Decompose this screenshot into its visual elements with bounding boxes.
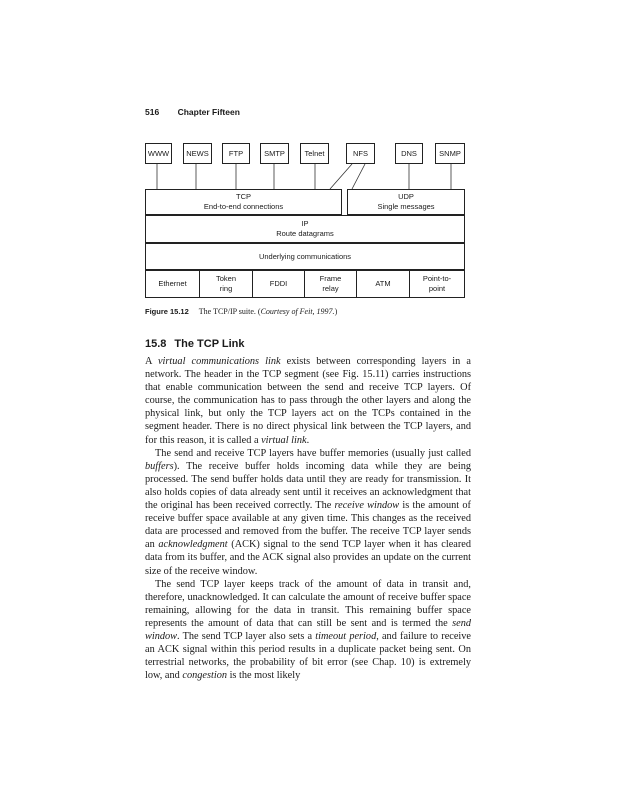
text-run: , and failure to receive an ACK signal within this period results in a duplicate packet being sent. On terrestrial networks, the probability of bit error (see Chap. 10) is extremely low, and	[145, 630, 471, 682]
link-box-fddi: FDDI	[252, 270, 305, 298]
section-heading	[145, 338, 245, 350]
app-box-smtp: SMTP	[260, 143, 289, 164]
caption-text: The TCP/IP suite. (	[198, 307, 261, 316]
page-number: 516	[145, 107, 160, 117]
emphasized-term: congestion	[182, 670, 227, 682]
link-box-ethernet: Ethernet	[145, 270, 200, 298]
link-box-point-to-point: Point-to- point	[409, 270, 465, 298]
section-title: The TCP Link	[174, 338, 245, 350]
text-run: is the most likely	[227, 670, 301, 682]
emphasized-term: acknowledgment	[158, 539, 228, 551]
text-run: The send and receive TCP layers have buffer memories (usually just called	[155, 447, 471, 459]
underlying-communications-box: Underlying communications	[145, 243, 465, 270]
body-text	[145, 355, 471, 682]
app-box-telnet: Telnet	[300, 143, 329, 164]
text-run: .	[306, 434, 310, 446]
app-box-nfs: NFS	[346, 143, 375, 164]
text-run: . The send TCP layer also sets a	[177, 630, 316, 642]
paragraph	[145, 447, 471, 578]
app-box-www: WWW	[145, 143, 172, 164]
chapter-title: Chapter Fifteen	[177, 107, 240, 117]
emphasized-term: receive window	[334, 500, 400, 512]
text-run: ). The receive buffer holds incoming data while they are being processed. The send buffer holds data until they are ready for transmission. It also holds copies of data already sent until it receives an acknowledgment that the original has been received correctly. The	[145, 460, 471, 512]
emphasized-term: virtual link	[261, 434, 307, 446]
paragraph	[145, 355, 471, 447]
tcp-layer-box	[145, 189, 342, 215]
udp-title: UDP	[398, 192, 414, 201]
emphasized-term: send window	[145, 617, 471, 642]
section-number: 15.8	[145, 338, 167, 350]
caption-credit: Courtesy of Feit, 1997.	[260, 307, 335, 316]
text-run: is the amount of receive buffer space available at any given time. This changes as the received data are processed and removed from the buffer. The receive TCP layer sends an	[145, 500, 471, 551]
emphasized-term: buffers	[145, 460, 174, 472]
udp-layer-box	[347, 189, 465, 215]
udp-subtitle: Single messages	[377, 202, 435, 211]
tcp-title: TCP	[236, 192, 251, 201]
link-box-token-ring: Token ring	[199, 270, 253, 298]
app-box-snmp: SNMP	[435, 143, 465, 164]
link-box-atm: ATM	[356, 270, 410, 298]
figure-label: Figure 15.12	[145, 307, 189, 316]
text-run: A	[145, 356, 158, 367]
paragraph	[145, 578, 471, 683]
app-box-news: NEWS	[183, 143, 212, 164]
app-box-dns: DNS	[395, 143, 423, 164]
tcp-subtitle: End-to-end connections	[203, 202, 284, 211]
emphasized-term: timeout period	[315, 630, 377, 642]
emphasized-term: virtual communications link	[157, 356, 281, 367]
text-run: The send TCP layer keeps track of the amount of data in transit and, therefore, unacknowledged. It can calculate the amount of receive buffer space remaining, allowing for the data in transit. This remaining buffer space represents the amount of data that can still be sent and is termed the	[145, 578, 471, 629]
link-box-frame-relay: Frame relay	[304, 270, 357, 298]
ip-subtitle: Route datagrams	[276, 229, 334, 238]
text-run: (ACK) signal to the send TCP layer when it has cleared data from its buffer, and the ACK signal also provides an update on the current size of the receive window.	[145, 539, 471, 577]
text-run: exists between corresponding layers in a network. The header in the TCP segment (see Fig. 15.11) carries instructions that enable communication between the send and receive TCP layers. Of course, the communication has to pass through the other layers and along the physical link, but only the TCP layers act on the TCPs contained in the segment header. There is no direct physical link between the TCP layers, and for this reason, it is called a	[145, 356, 471, 446]
ip-title: IP	[301, 219, 309, 228]
figure-caption: Figure 15.12 The TCP/IP suite. (Courtesy of Feit, 1997.)	[145, 307, 338, 316]
app-box-ftp: FTP	[222, 143, 250, 164]
ip-layer-box	[145, 215, 465, 243]
